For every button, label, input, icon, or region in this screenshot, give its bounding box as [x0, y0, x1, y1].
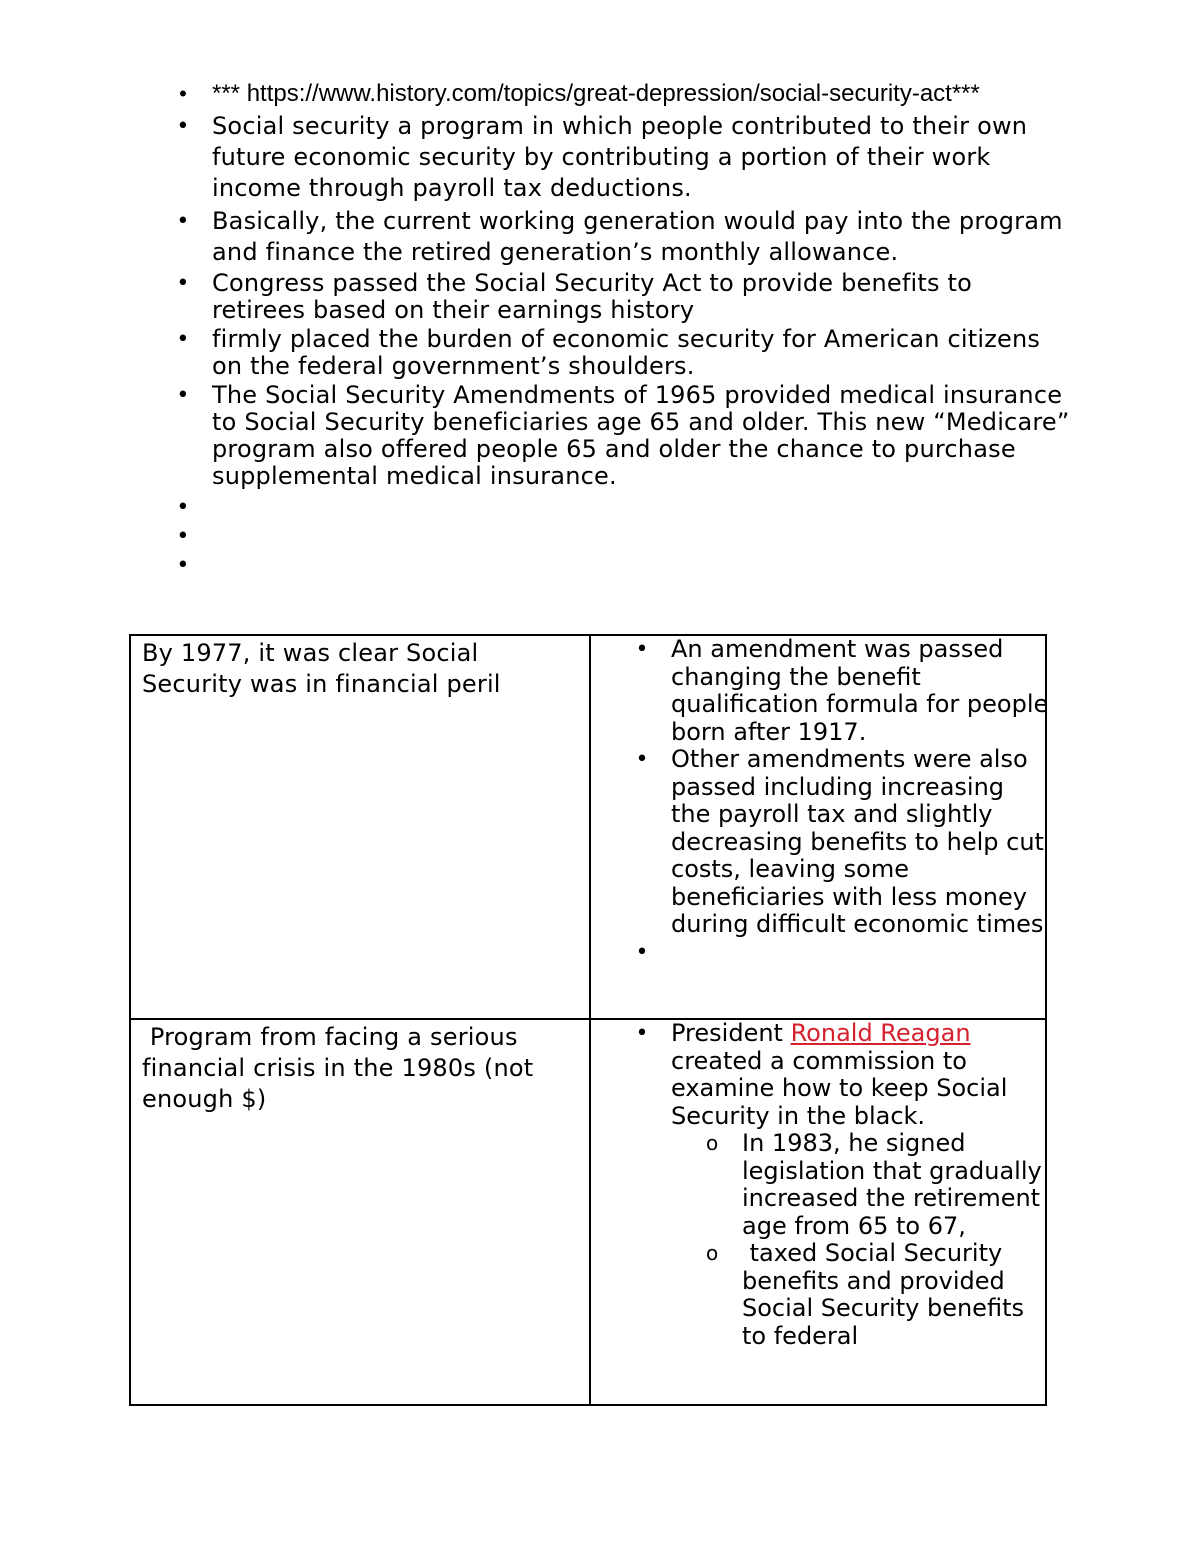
list-item	[176, 269, 1072, 324]
table-cell-row1-right	[635, 635, 1051, 967]
empty-list-item	[635, 939, 1051, 967]
empty-list-item	[176, 550, 1072, 578]
bullet-icon: •	[176, 209, 190, 234]
bullet-icon: •	[635, 1021, 649, 1046]
bullet-icon: •	[176, 524, 190, 549]
list-item-text: An amendment was passed changing the benefit qualification formula for people born after 1917.	[671, 635, 1049, 746]
bullet-icon: •	[176, 327, 190, 352]
bullet-list	[176, 78, 1072, 579]
source-url-text[interactable]: *** https://www.history.com/topics/great-depression/social-security-act***	[212, 80, 980, 107]
list-item-text: Other amendments were also passed including increasing the payroll tax and slightly decreasing benefits to help cut costs, leaving some beneficiaries with less money during difficult economic times	[671, 745, 1044, 938]
list-item-text: firmly placed the burden of economic security for American citizens on the federal government’s shoulders.	[212, 325, 1041, 380]
empty-list-item	[176, 492, 1072, 520]
bullet-icon: •	[176, 271, 190, 296]
bullet-icon: •	[635, 939, 649, 965]
table-cell-row2-left: Program from facing a serious financial crisis in the 1980s (not enough $)	[142, 1023, 542, 1113]
sub-list-item	[706, 1129, 1051, 1240]
empty-list-item	[176, 521, 1072, 549]
bullet-icon: •	[176, 495, 190, 520]
list-item-suffix: created a commission to examine how to keep Social Security in the black.	[671, 1019, 1016, 1130]
list-item	[176, 381, 1072, 490]
bullet-icon: •	[635, 637, 649, 662]
bullet-icon: •	[635, 747, 649, 772]
list-item	[176, 206, 1072, 268]
sub-list-item-text: In 1983, he signed legislation that gradually increased the retirement age from 65 to 67,	[742, 1129, 1042, 1240]
table-cell-row1-left: By 1977, it was clear Social Security was in financial peril	[142, 639, 501, 698]
table-cell-row2-right	[635, 1019, 1051, 1350]
sub-list-item	[706, 1239, 1051, 1350]
sub-list	[671, 1130, 1051, 1350]
list-item-text: Basically, the current working generation would pay into the program and finance the retired generation’s monthly allowance.	[212, 207, 1063, 266]
list-item-text: The Social Security Amendments of 1965 provided medical insurance to Social Security beneficiaries age 65 and older. This new “Medicare” program also offered people 65 and older the chance to purchase supplemental medical insurance.	[212, 381, 1070, 490]
ronald-reagan-link[interactable]: Ronald Reagan	[790, 1019, 971, 1047]
list-item	[635, 635, 1051, 746]
bullet-icon: •	[176, 553, 190, 578]
list-item	[176, 111, 1072, 204]
bullet-icon: •	[176, 383, 190, 408]
list-item-prefix: President	[671, 1019, 791, 1047]
notes-table	[129, 634, 1047, 1406]
bullet-icon: •	[179, 81, 187, 106]
list-item	[176, 325, 1072, 380]
bullet-icon: •	[176, 114, 190, 139]
hollow-bullet-icon: o	[706, 1131, 719, 1155]
list-item-text: Congress passed the Social Security Act to provide benefits to retirees based on their earnings history	[212, 269, 973, 324]
table-column-divider	[589, 636, 591, 1404]
list-item	[635, 1019, 1051, 1350]
list-item	[635, 745, 1051, 939]
source-url-item	[179, 78, 1072, 109]
sub-list-item-text: taxed Social Security benefits and provided Social Security benefits to federal	[742, 1239, 1032, 1350]
hollow-bullet-icon: o	[706, 1241, 719, 1265]
list-item-text: Social security a program in which people contributed to their own future economic security by contributing a portion of their work income through payroll tax deductions.	[212, 112, 1028, 202]
